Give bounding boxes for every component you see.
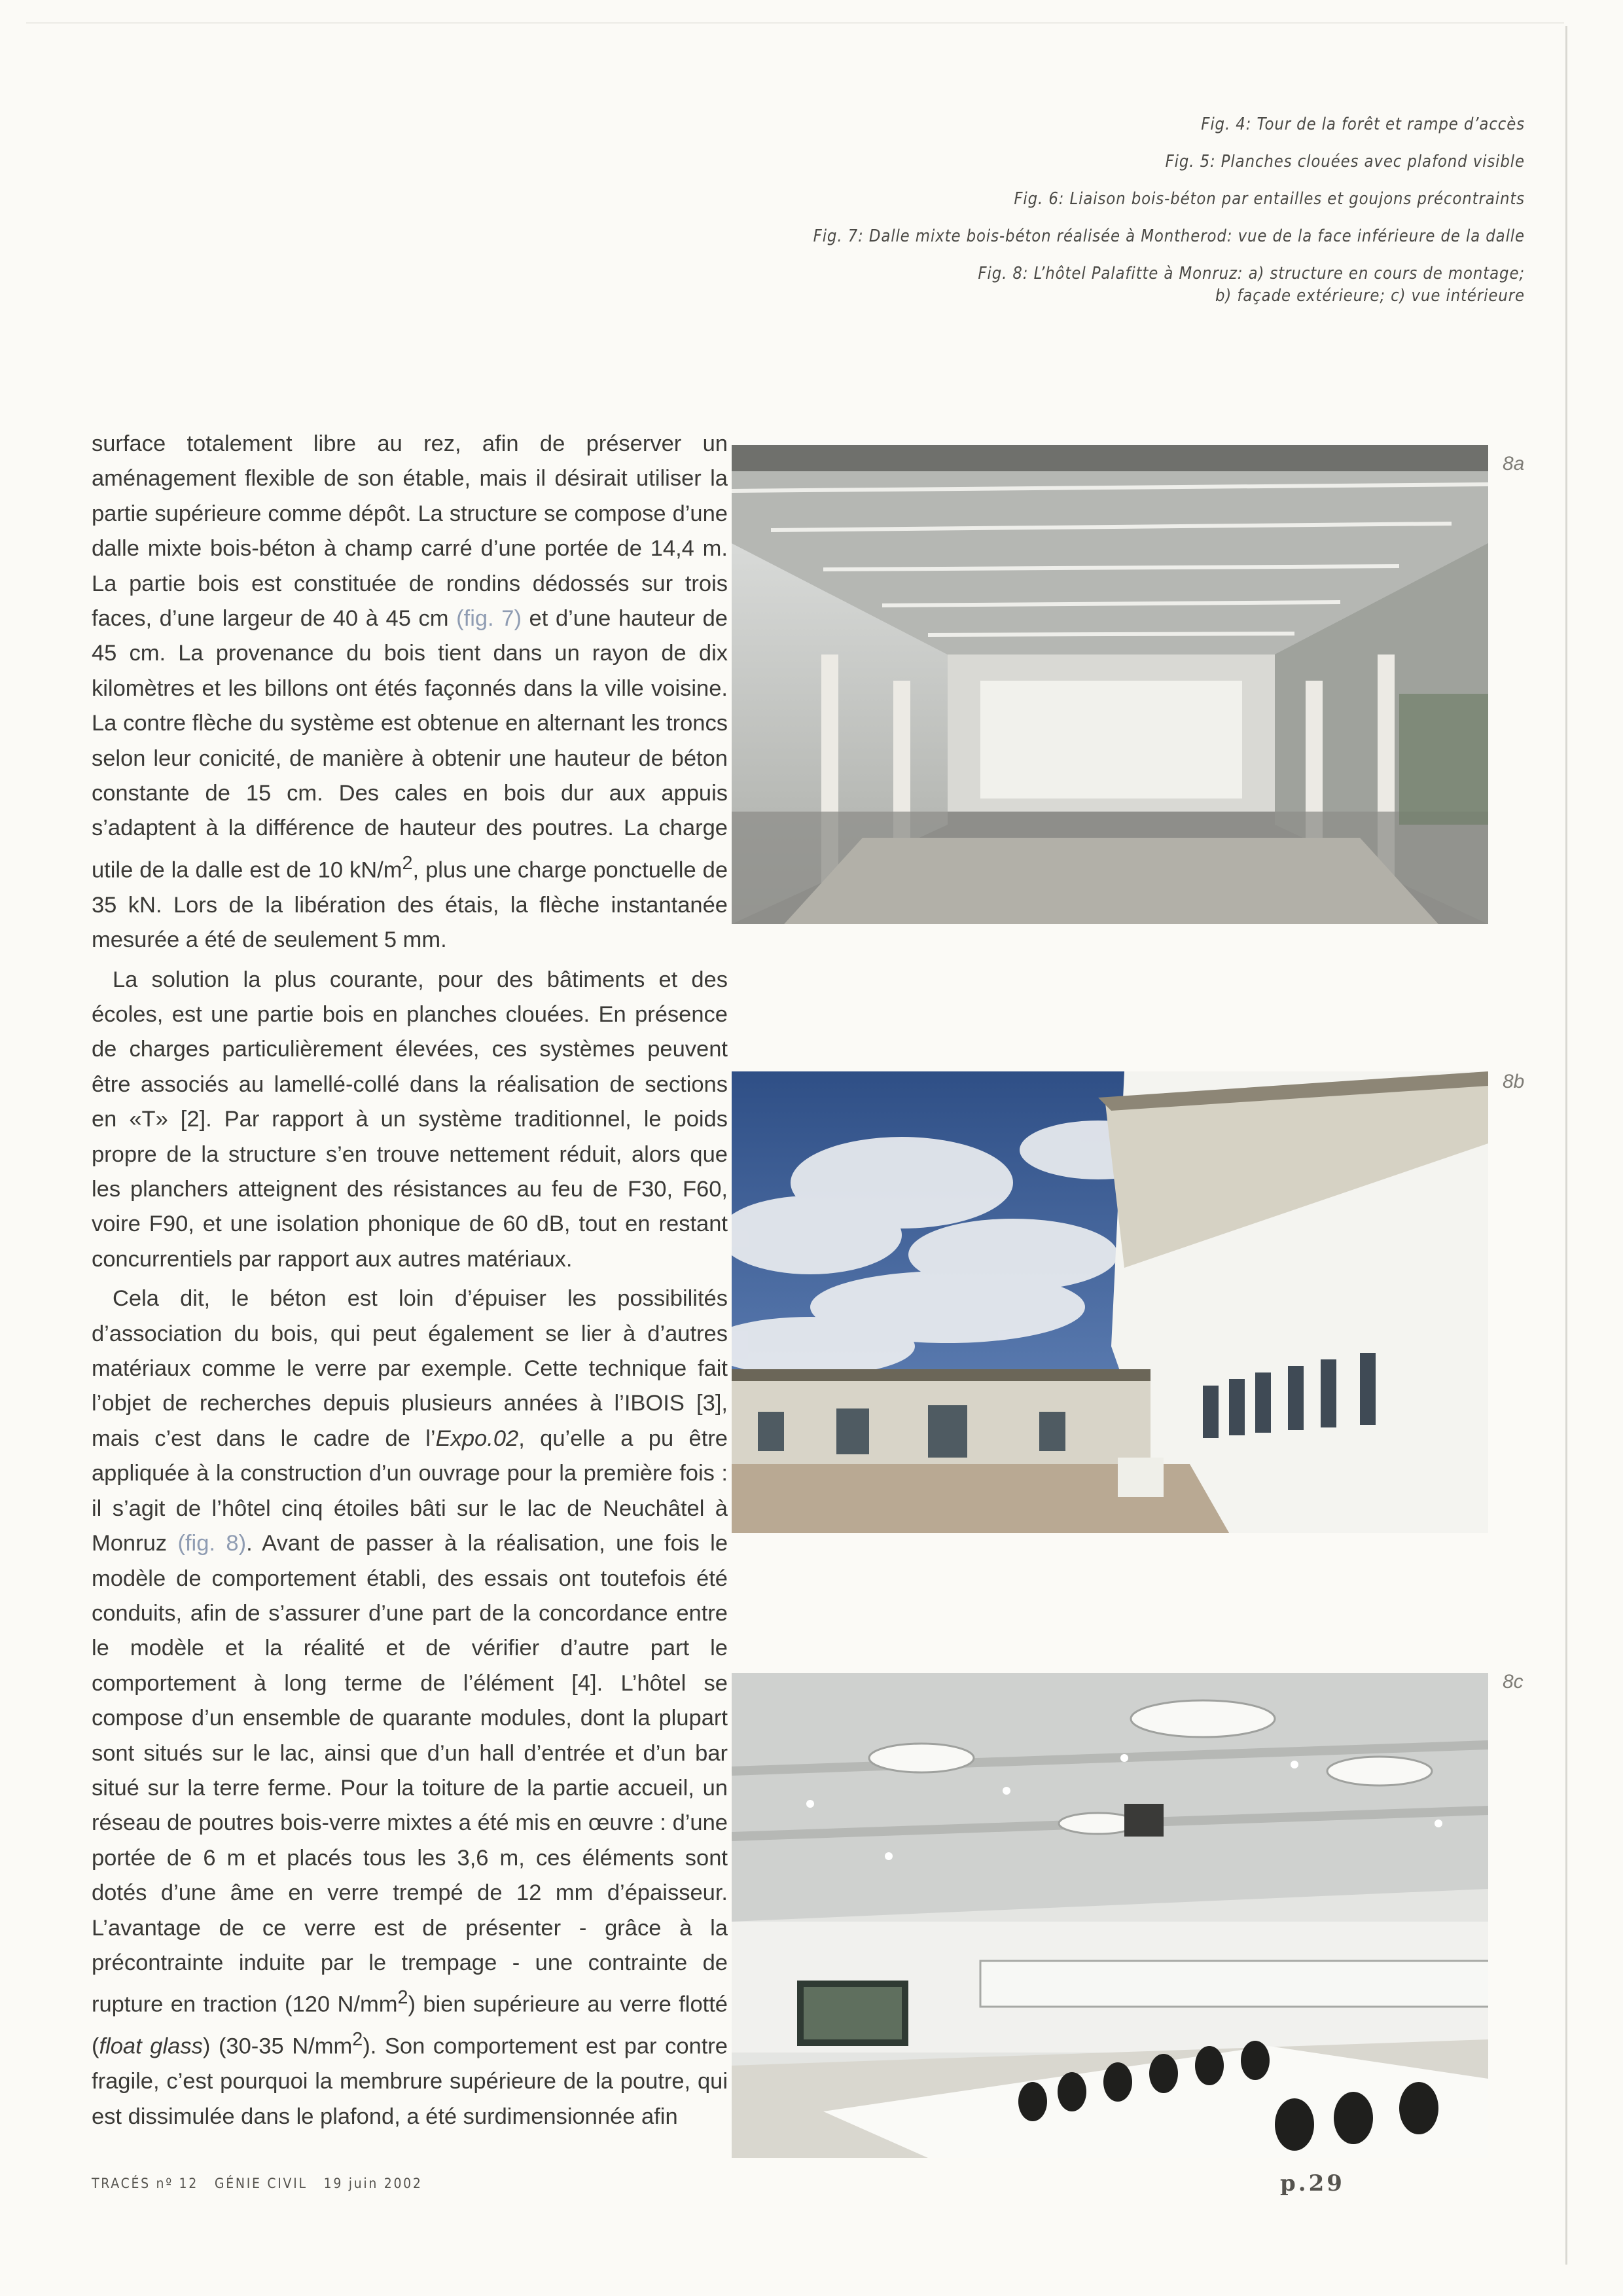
caption-fig-8-line-1: Fig. 8: L’hôtel Palafitte à Monruz: a) structure en cours de montage; <box>978 264 1525 283</box>
paragraph-1: surface totalement libre au rez, afin de préserver un aménagement flexible de son étable, mais il désirait utiliser la partie supérieure comme dépôt. La structure se compose d’une dalle mixte bois-béton à champ carré d’une portée de 14,4 m. La partie bois est constituée de rondins dédossés sur trois faces, d’une largeur de 40 à 45 cm (fig. 7) et d’une hauteur de 45 cm. La provenance du bois tient dans un rayon de dix kilomètres et les billons ont étés façonnés dans la ville voisine. La contre flèche du système est obtenue en alternant les troncs selon leur conicité, de manière à obtenir une hauteur de béton constante de 15 cm. Des cales en bois dur aux appuis s’adaptent à la différence de hauteur des poutres. La charge utile de la dalle est de 10 $kN/m^2$, plus une charge ponctuelle de 35 kN. Lors de la libération des étais, la flèche instantanée mesurée a été de seulement 5 mm. <box>92 431 728 953</box>
figure-label-8a: 8a <box>1503 453 1525 475</box>
running-footer <box>92 2176 433 2191</box>
article-body <box>92 427 728 2134</box>
page-right-edge <box>1565 26 1567 2265</box>
caption-fig-5: Fig. 5: Planches clouées avec plafond visible <box>1165 152 1525 171</box>
figure-label-8b: 8b <box>1503 1071 1525 1092</box>
figure-label-8c: 8c <box>1503 1671 1524 1693</box>
page-top-edge <box>26 22 1564 24</box>
paragraph-3: Cela dit, le béton est loin d’épuiser les possibilités d’association du bois, qui peut également se lier à d’autres matériaux comme le verre par exemple. Cette technique fait l’objet de recherches depuis plusieurs années à l’IBOIS [3], mais c’est dans le cadre de l’Expo.02, qu’elle a pu être appliquée à la construction d’un ouvrage pour la première fois : il s’agit de l’hôtel cinq étoiles bâti sur le lac de Neuchâtel à Monruz (fig. 8). Avant de passer à la réalisation, une fois le modèle de comportement établi, des essais ont toutefois été conduits, afin de s’assurer d’une part de la concordance entre le modèle et la réalité et de vérifier d’autre part le comportement à long terme de l’élément [4]. L’hôtel se compose d’un ensemble de quarante modules, dont la plupart sont situés sur le lac, ainsi que d’un hall d’entrée et d’un bar situé sur la terre ferme. Pour la toiture de la partie accueil, un réseau de poutres bois-verre mixtes a été mis en œuvre : d’une portée de 6 m et placés tous les 3,6 m, ces éléments sont dotés d’une âme en verre trempé de 12 mm d’épaisseur. L’avantage de ce verre est de présenter - grâce à la précontrainte induite par le trempage - une contrainte de rupture en traction (120 $N/mm^2$) bien supérieure au verre flotté (float glass) (30-35 $N/mm^2$). Son comportement est par contre fragile, c’est pourquoi la membrure supérieure de la poutre, qui est dissimulée dans le plafond, a été surdimensionnée afin <box>92 1286 728 2129</box>
caption-fig-7: Fig. 7: Dalle mixte bois-béton réalisée à Montherod: vue de la face inférieure de la dalle <box>813 226 1525 246</box>
figure-captions <box>661 106 1525 308</box>
photo-hotel-structure-construction <box>732 445 1488 924</box>
figure-reference-8[interactable]: (fig. 8) <box>177 1531 247 1556</box>
caption-fig-8-line-2: b) façade extérieure; c) vue intérieure <box>1215 286 1525 306</box>
photo-hotel-exterior-facade <box>732 1071 1488 1533</box>
paragraph-2: La solution la plus courante, pour des bâtiments et des écoles, est une partie bois en planches clouées. En présence de charges particulièrement élevées, ces systèmes peuvent être associés au lamellé-collé dans la réalisation de sections en «T» [2]. Par rapport à un système traditionnel, le poids propre de la structure s’en trouve nettement réduit, alors que les planchers atteignent des résistances au feu de F30, F60, voire F90, et une isolation phonique de 60 dB, tout en restant concurrentiels par rapport aux autres matériaux. <box>92 967 728 1272</box>
section-name: GÉNIE CIVIL <box>214 2176 308 2191</box>
caption-fig-6: Fig. 6: Liaison bois-béton par entailles et goujons précontraints <box>1014 189 1525 209</box>
issue-date: 19 juin 2002 <box>323 2176 423 2191</box>
photo-hotel-interior-view <box>732 1673 1488 2158</box>
page-number: p.29 <box>1280 2170 1345 2197</box>
caption-fig-4: Fig. 4: Tour de la forêt et rampe d’accès <box>1201 115 1525 134</box>
journal-name: TRACÉS nº 12 <box>92 2176 198 2191</box>
figure-reference-7[interactable]: (fig. 7) <box>456 606 522 632</box>
